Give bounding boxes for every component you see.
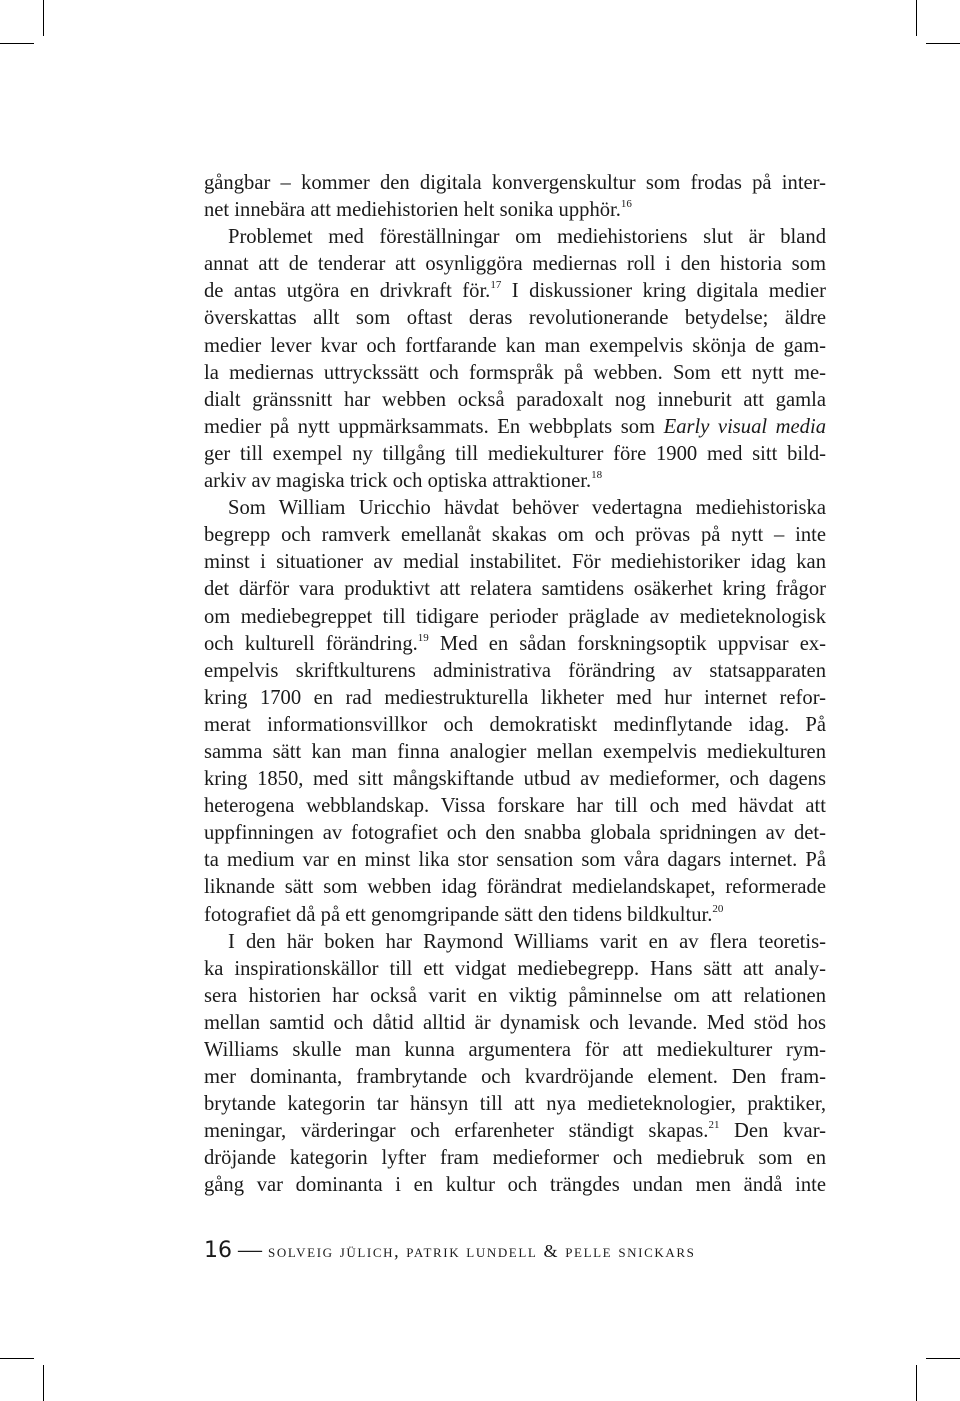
text-line	[204, 576, 826, 603]
text-line	[204, 549, 826, 576]
footnote-ref: 21	[708, 1119, 720, 1132]
text-line	[204, 305, 826, 332]
text-line	[204, 278, 826, 305]
text-line	[204, 441, 826, 468]
italic-title: Early visual media	[663, 415, 826, 438]
text-run: om mediebegreppet till tidigare perioder präglade av medieteknologisk	[204, 605, 826, 628]
text-run: sera historien har också varit en viktig påminnelse om att relationen	[204, 984, 826, 1007]
text-line	[204, 1010, 826, 1037]
text-run: ger till exempel ny tillgång till mediekulturer före 1900 med sitt bild-	[204, 442, 826, 465]
text-run: dialt gränssnitt har webben också paradoxalt nog inneburit att gamla	[204, 388, 826, 411]
text-run: gångbar – kommer den digitala konvergenskultur som frodas på inter-	[204, 172, 826, 194]
text-run: arkiv av magiska trick och optiska attraktioner.	[204, 470, 592, 493]
text-line	[204, 1118, 826, 1145]
text-line	[204, 956, 826, 983]
text-line	[204, 820, 826, 847]
text-line	[204, 766, 826, 793]
text-line	[204, 522, 826, 549]
text-line	[204, 929, 826, 956]
text-run: empelvis skriftkulturens administrativa förändring av statsapparaten	[204, 659, 826, 682]
text-run: la mediernas uttryckssätt och formspråk på webben. Som ett nytt me-	[204, 361, 826, 384]
crop-mark-bottom-right-horizontal	[926, 1358, 960, 1359]
text-line	[204, 902, 826, 929]
footnote-ref: 20	[712, 902, 724, 915]
text-run: samma sätt kan man finna analogier mellan exempelvis mediekulturen	[204, 740, 826, 763]
text-run: annat att de tenderar att osynliggöra mediernas roll i den historia som	[204, 253, 826, 276]
text-line	[204, 983, 826, 1010]
crop-mark-top-right-vertical	[916, 0, 917, 36]
text-run: fotografiet då på ett genomgripande sätt den tidens bildkultur.	[204, 903, 713, 926]
text-run: liknande sätt som webben idag förändrat medielandskapet, reformerade	[204, 876, 826, 899]
text-line	[204, 1037, 826, 1064]
text-run: heterogena webblandskap. Vissa forskare har till och med hävdat att	[204, 795, 826, 818]
footnote-ref: 18	[591, 469, 603, 482]
text-run: meningar, värderingar och erfarenheter ständigt skapas.	[204, 1120, 709, 1143]
text-run: I diskussioner kring digitala medier	[501, 280, 826, 303]
text-line	[204, 468, 826, 495]
text-run: begrepp och ramverk emellanåt skakas om och prövas på nytt – inte	[204, 524, 826, 547]
text-line	[204, 414, 826, 441]
text-run: medier på nytt uppmärksammats. En webbplats som	[204, 415, 664, 438]
footnote-ref: 19	[417, 631, 429, 644]
text-run: mer dominanta, frambrytande och kvardröjande element. Den fram-	[204, 1066, 826, 1089]
page-footer	[204, 1237, 695, 1264]
text-run: brytande kategorin tar hänsyn till att nya medieteknologier, praktiker,	[204, 1093, 826, 1116]
body-text	[204, 170, 826, 1200]
crop-mark-top-right-horizontal	[926, 43, 960, 44]
footnote-ref: 16	[620, 198, 632, 211]
text-run: kring 1700 en rad mediestrukturella likheter med hur internet refor-	[204, 686, 826, 709]
text-run: överskattas allt som oftast deras revolutionerande betydelse; äldre	[204, 307, 826, 330]
text-run: minst i situationer av medial instabilitet. För mediehistoriker idag kan	[204, 551, 826, 574]
text-run: Problemet med föreställningar om mediehistoriens slut är bland	[228, 226, 826, 249]
text-line	[204, 1172, 826, 1199]
text-line	[204, 224, 826, 251]
footnote-ref: 17	[490, 279, 502, 292]
text-line	[204, 604, 826, 631]
crop-mark-top-left-horizontal	[0, 43, 34, 44]
text-line	[204, 333, 826, 360]
text-run: merat informationsvillkor och demokratiskt medinflytande idag. På	[204, 713, 826, 736]
text-line	[204, 1064, 826, 1091]
text-line	[204, 874, 826, 901]
text-run: Som William Uricchio hävdat behöver vedertagna mediehistoriska	[228, 497, 826, 520]
crop-mark-bottom-left-horizontal	[0, 1358, 34, 1359]
page-number: 16	[204, 1238, 232, 1263]
text-line	[204, 251, 826, 278]
text-line	[204, 360, 826, 387]
text-line	[204, 1145, 826, 1172]
text-line	[204, 685, 826, 712]
text-run: och kulturell förändring.	[204, 632, 418, 655]
crop-mark-bottom-left-vertical	[43, 1365, 44, 1401]
text-line	[204, 495, 826, 522]
text-run: Williams skulle man kunna argumentera för att mediekulturer rym-	[204, 1039, 826, 1061]
text-line	[204, 847, 826, 874]
text-run: kring 1850, med sitt mångskiftande utbud av medieformer, och dagens	[204, 768, 826, 791]
text-run: mellan samtid och dåtid alltid är dynamisk och levande. Med stöd hos	[204, 1011, 826, 1034]
text-line	[204, 658, 826, 685]
crop-mark-top-left-vertical	[43, 0, 44, 36]
text-run: Med en sådan forskningsoptik uppvisar ex-	[428, 632, 826, 655]
crop-mark-bottom-right-vertical	[916, 1365, 917, 1401]
text-run: de antas utgöra en drivkraft för.	[204, 280, 491, 303]
text-run: uppfinningen av fotografiet och den snabba globala spridningen av det-	[204, 822, 826, 845]
text-line	[204, 387, 826, 414]
text-line	[204, 1091, 826, 1118]
text-line	[204, 197, 826, 224]
running-head: solveig jülich, patrik lundell & pelle snickars	[268, 1241, 696, 1261]
text-line	[204, 170, 826, 197]
text-line	[204, 739, 826, 766]
text-run: ta medium var en minst lika stor sensation som våra dagars internet. På	[204, 849, 826, 872]
text-run: gång var dominanta i en kultur och trängdes undan men ändå inte	[204, 1174, 826, 1197]
text-run: net innebära att mediehistorien helt sonika upphör.	[204, 199, 621, 222]
text-run: I den här boken har Raymond Williams varit en av flera teoretis-	[228, 930, 826, 953]
text-run: ka inspirationskällor till ett vidgat mediebegrepp. Hans sätt att analy-	[204, 957, 826, 980]
text-run: medier lever kvar och fortfarande kan man exempelvis skönja de gam-	[204, 334, 826, 357]
text-line	[204, 712, 826, 739]
text-run: det därför vara produktivt att relatera samtidens osäkerhet kring frågor	[204, 578, 826, 601]
text-run: dröjande kategorin lyfter fram medieformer och mediebruk som en	[204, 1147, 826, 1170]
text-run: Den kvar-	[719, 1120, 826, 1143]
footer-separator: —	[232, 1237, 268, 1263]
text-line	[204, 631, 826, 658]
text-line	[204, 793, 826, 820]
